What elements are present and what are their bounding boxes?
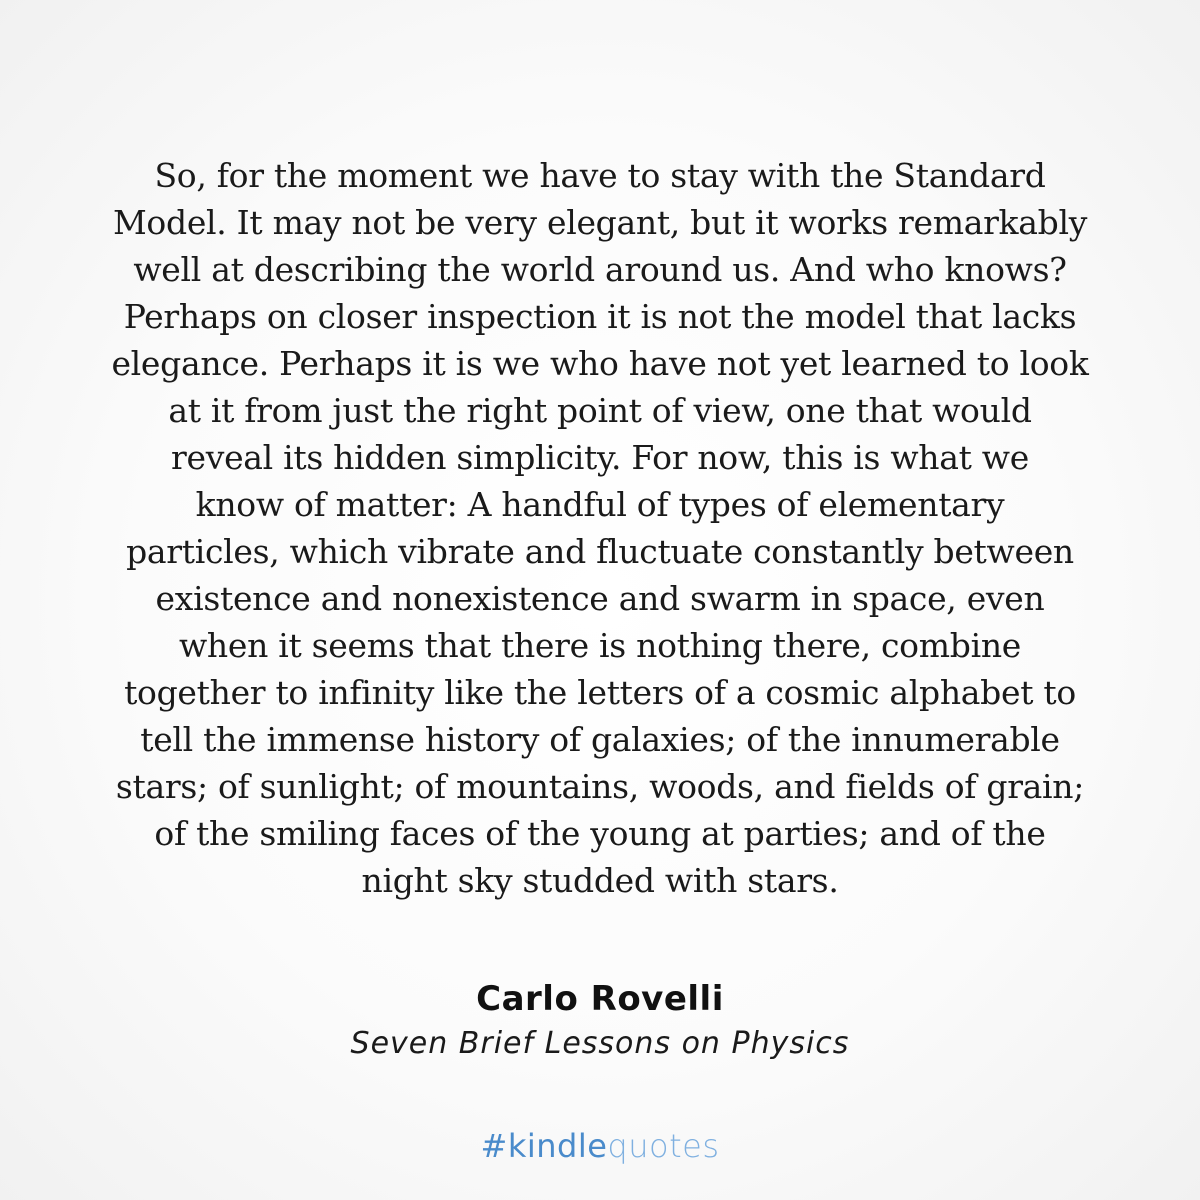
quote-line: So, for the moment we have to stay with the Standard xyxy=(154,156,1046,195)
quote-line: of the smiling faces of the young at parties; and of the xyxy=(154,814,1046,853)
quote-line: Model. It may not be very elegant, but it works remarkably xyxy=(112,203,1088,242)
quote-line: at it from just the right point of view, one that would xyxy=(168,391,1032,430)
quote-line: stars; of sunlight; of mountains, woods, and fields of grain; xyxy=(115,767,1085,806)
hashtag-suffix: quotes xyxy=(607,1127,720,1165)
quote-line: know of matter: A handful of types of elementary xyxy=(195,485,1005,524)
quote-line: elegance. Perhaps it is we who have not yet learned to look xyxy=(111,344,1089,383)
quote-line: tell the immense history of galaxies; of the innumerable xyxy=(140,720,1060,759)
quote-line: reveal its hidden simplicity. For now, this is what we xyxy=(171,438,1029,477)
hashtag-prefix: #kindle xyxy=(480,1127,608,1165)
kindlequotes-hashtag[interactable] xyxy=(0,1122,1200,1170)
quote-line: Perhaps on closer inspection it is not the model that lacks xyxy=(123,297,1077,336)
quote-line: existence and nonexistence and swarm in space, even xyxy=(155,579,1045,618)
quote-line: when it seems that there is nothing there, combine xyxy=(178,626,1022,665)
book-title: Seven Brief Lessons on Physics xyxy=(350,1026,850,1061)
quote-line: particles, which vibrate and fluctuate constantly between xyxy=(126,532,1074,571)
author-name: Carlo Rovelli xyxy=(476,979,724,1019)
quote-line: together to infinity like the letters of a cosmic alphabet to xyxy=(124,673,1076,712)
quote-line: well at describing the world around us. And who knows? xyxy=(133,250,1067,289)
quote-text xyxy=(60,152,1140,904)
quote-line: night sky studded with stars. xyxy=(361,861,839,900)
